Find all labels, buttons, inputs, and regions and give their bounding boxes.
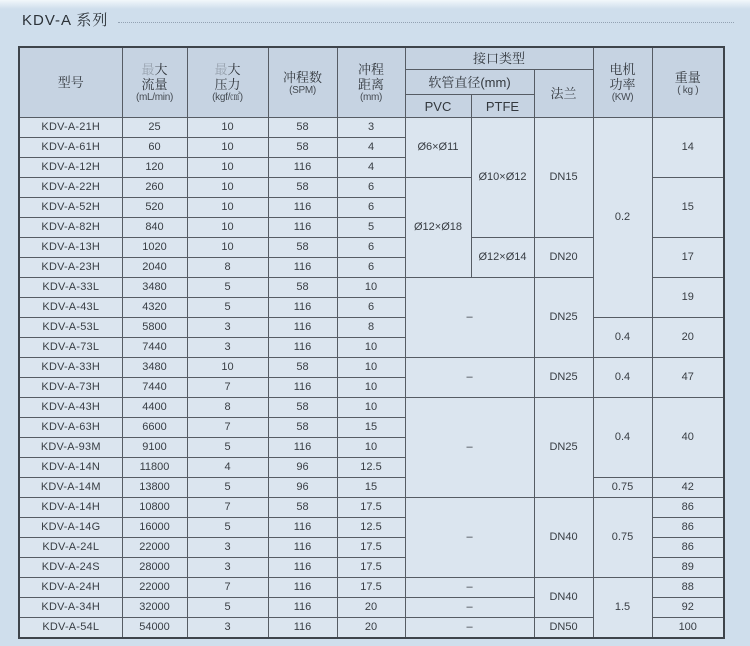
cell-model: KDV-A-14N	[19, 458, 122, 478]
cell-model: KDV-A-23H	[19, 258, 122, 278]
cell-pressure: 7	[187, 418, 268, 438]
cell-model: KDV-A-13H	[19, 238, 122, 258]
cell-spm: 58	[268, 498, 337, 518]
cell-weight: 86	[652, 498, 724, 518]
cell-model: KDV-A-61H	[19, 138, 122, 158]
cell-weight: 19	[652, 278, 724, 318]
cell-spm: 58	[268, 398, 337, 418]
cell-model: KDV-A-52H	[19, 198, 122, 218]
cell-flow: 520	[122, 198, 187, 218]
cell-model: KDV-A-12H	[19, 158, 122, 178]
cell-flange: DN15	[534, 118, 593, 238]
cell-pressure: 3	[187, 538, 268, 558]
cell-stroke: 20	[337, 598, 405, 618]
cell-spm: 58	[268, 118, 337, 138]
cell-pressure: 10	[187, 178, 268, 198]
cell-flow: 7440	[122, 338, 187, 358]
table-row	[19, 478, 724, 498]
header-motor-power: 电机 功率 (KW)	[593, 47, 652, 118]
cell-motor-power: 0.2	[593, 118, 652, 318]
dotted-leader-line	[118, 22, 734, 23]
cell-flow: 4320	[122, 298, 187, 318]
cell-spm: 116	[268, 298, 337, 318]
cell-weight: 100	[652, 618, 724, 639]
cell-hose-pvc: –	[405, 598, 534, 618]
series-title-row	[22, 9, 734, 30]
cell-pressure: 4	[187, 458, 268, 478]
cell-weight: 89	[652, 558, 724, 578]
cell-model: KDV-A-24H	[19, 578, 122, 598]
cell-hose-pvc: –	[405, 278, 534, 358]
cell-spm: 116	[268, 538, 337, 558]
header-stroke-distance: 冲程 距离 (mm)	[337, 47, 405, 118]
cell-pressure: 10	[187, 358, 268, 378]
cell-flow: 7440	[122, 378, 187, 398]
cell-flow: 60	[122, 138, 187, 158]
cell-motor-power: 0.4	[593, 398, 652, 478]
cell-spm: 116	[268, 258, 337, 278]
cell-pressure: 7	[187, 578, 268, 598]
cell-spm: 116	[268, 378, 337, 398]
cell-pressure: 10	[187, 118, 268, 138]
cell-stroke: 6	[337, 238, 405, 258]
table-row	[19, 318, 724, 338]
cell-pressure: 5	[187, 518, 268, 538]
cell-model: KDV-A-73L	[19, 338, 122, 358]
cell-model: KDV-A-33H	[19, 358, 122, 378]
cell-pressure: 3	[187, 338, 268, 358]
header-weight: 重量 ( kg )	[652, 47, 724, 118]
cell-pressure: 10	[187, 158, 268, 178]
cell-flange: DN25	[534, 358, 593, 398]
cell-model: KDV-A-43L	[19, 298, 122, 318]
cell-pressure: 3	[187, 618, 268, 639]
cell-pressure: 5	[187, 438, 268, 458]
cell-flow: 11800	[122, 458, 187, 478]
cell-weight: 47	[652, 358, 724, 398]
cell-hose-pvc: –	[405, 578, 534, 598]
cell-flow: 260	[122, 178, 187, 198]
cell-flow: 3480	[122, 278, 187, 298]
header-model: 型号	[19, 47, 122, 118]
cell-model: KDV-A-73H	[19, 378, 122, 398]
header-pvc: PVC	[405, 95, 471, 118]
cell-weight: 42	[652, 478, 724, 498]
cell-weight: 17	[652, 238, 724, 278]
cell-stroke: 6	[337, 178, 405, 198]
cell-spm: 116	[268, 578, 337, 598]
cell-flange: DN40	[534, 498, 593, 578]
cell-hose-pvc: –	[405, 358, 534, 398]
cell-pressure: 7	[187, 498, 268, 518]
cell-weight: 20	[652, 318, 724, 358]
cell-flange: DN50	[534, 618, 593, 639]
cell-stroke: 10	[337, 358, 405, 378]
cell-pressure: 5	[187, 598, 268, 618]
cell-flange: DN20	[534, 238, 593, 278]
cell-stroke: 10	[337, 278, 405, 298]
cell-stroke: 15	[337, 418, 405, 438]
cell-flange: DN40	[534, 578, 593, 618]
cell-stroke: 10	[337, 338, 405, 358]
cell-spm: 58	[268, 178, 337, 198]
cell-model: KDV-A-34H	[19, 598, 122, 618]
cell-pressure: 5	[187, 278, 268, 298]
cell-pressure: 8	[187, 258, 268, 278]
cell-flow: 25	[122, 118, 187, 138]
cell-model: KDV-A-22H	[19, 178, 122, 198]
cell-model: KDV-A-43H	[19, 398, 122, 418]
cell-spm: 116	[268, 338, 337, 358]
cell-spm: 116	[268, 218, 337, 238]
cell-stroke: 12.5	[337, 458, 405, 478]
cell-hose-pvc: Ø6×Ø11	[405, 118, 471, 178]
cell-spm: 58	[268, 278, 337, 298]
cell-weight: 14	[652, 118, 724, 178]
cell-model: KDV-A-33L	[19, 278, 122, 298]
cell-model: KDV-A-14M	[19, 478, 122, 498]
cell-stroke: 8	[337, 318, 405, 338]
cell-flow: 10800	[122, 498, 187, 518]
cell-spm: 96	[268, 478, 337, 498]
table-row	[19, 498, 724, 518]
cell-motor-power: 0.75	[593, 478, 652, 498]
cell-stroke: 10	[337, 438, 405, 458]
cell-stroke: 5	[337, 218, 405, 238]
cell-spm: 116	[268, 618, 337, 639]
cell-flow: 22000	[122, 538, 187, 558]
series-title: KDV-A 系列	[22, 12, 109, 29]
cell-hose-pvc: Ø12×Ø18	[405, 178, 471, 278]
cell-flange: DN25	[534, 398, 593, 498]
cell-spm: 116	[268, 518, 337, 538]
cell-spm: 116	[268, 198, 337, 218]
cell-stroke: 6	[337, 258, 405, 278]
cell-spm: 116	[268, 598, 337, 618]
cell-stroke: 4	[337, 138, 405, 158]
cell-stroke: 17.5	[337, 538, 405, 558]
cell-weight: 86	[652, 518, 724, 538]
header-interface-type: 接口类型	[405, 47, 593, 70]
cell-flow: 9100	[122, 438, 187, 458]
cell-pressure: 7	[187, 378, 268, 398]
cell-pressure: 3	[187, 558, 268, 578]
cell-pressure: 5	[187, 298, 268, 318]
cell-flow: 120	[122, 158, 187, 178]
cell-flow: 13800	[122, 478, 187, 498]
table-row	[19, 358, 724, 378]
cell-weight: 86	[652, 538, 724, 558]
cell-hose-pvc: –	[405, 498, 534, 578]
header-hose-diameter: 软管直径(mm)	[405, 70, 534, 95]
cell-stroke: 20	[337, 618, 405, 639]
cell-stroke: 6	[337, 298, 405, 318]
cell-model: KDV-A-24L	[19, 538, 122, 558]
spec-table	[18, 46, 725, 639]
cell-stroke: 6	[337, 198, 405, 218]
cell-flow: 16000	[122, 518, 187, 538]
cell-pressure: 10	[187, 198, 268, 218]
cell-spm: 116	[268, 318, 337, 338]
table-row	[19, 398, 724, 418]
cell-stroke: 15	[337, 478, 405, 498]
table-row	[19, 578, 724, 598]
cell-weight: 92	[652, 598, 724, 618]
cell-model: KDV-A-53L	[19, 318, 122, 338]
cell-model: KDV-A-63H	[19, 418, 122, 438]
cell-weight: 40	[652, 398, 724, 478]
cell-stroke: 17.5	[337, 498, 405, 518]
cell-flow: 4400	[122, 398, 187, 418]
cell-flow: 5800	[122, 318, 187, 338]
cell-spm: 58	[268, 238, 337, 258]
cell-motor-power: 0.4	[593, 358, 652, 398]
cell-flow: 6600	[122, 418, 187, 438]
cell-pressure: 10	[187, 218, 268, 238]
cell-model: KDV-A-14G	[19, 518, 122, 538]
cell-pressure: 3	[187, 318, 268, 338]
cell-stroke: 17.5	[337, 578, 405, 598]
cell-stroke: 4	[337, 158, 405, 178]
cell-stroke: 12.5	[337, 518, 405, 538]
cell-spm: 116	[268, 558, 337, 578]
cell-flow: 840	[122, 218, 187, 238]
header-ptfe: PTFE	[471, 95, 534, 118]
cell-flow: 32000	[122, 598, 187, 618]
header-flange: 法兰	[534, 70, 593, 118]
header-max-flow: 最大 流量 (mL/min)	[122, 47, 187, 118]
cell-pressure: 10	[187, 238, 268, 258]
cell-flow: 22000	[122, 578, 187, 598]
cell-spm: 58	[268, 138, 337, 158]
cell-flow: 54000	[122, 618, 187, 639]
cell-spm: 116	[268, 438, 337, 458]
cell-model: KDV-A-82H	[19, 218, 122, 238]
table-row	[19, 118, 724, 138]
cell-model: KDV-A-54L	[19, 618, 122, 639]
cell-stroke: 3	[337, 118, 405, 138]
cell-motor-power: 0.4	[593, 318, 652, 358]
header-max-pressure: 最大 压力 (kgf/㎠)	[187, 47, 268, 118]
spec-table-body	[19, 118, 724, 639]
cell-flow: 3480	[122, 358, 187, 378]
cell-stroke: 10	[337, 378, 405, 398]
cell-hose-pvc: –	[405, 618, 534, 639]
cell-stroke: 17.5	[337, 558, 405, 578]
cell-flange: DN25	[534, 278, 593, 358]
cell-hose-ptfe: Ø12×Ø14	[471, 238, 534, 278]
cell-spm: 116	[268, 158, 337, 178]
cell-weight: 88	[652, 578, 724, 598]
header-spm: 冲程数 (SPM)	[268, 47, 337, 118]
cell-pressure: 10	[187, 138, 268, 158]
cell-flow: 2040	[122, 258, 187, 278]
cell-model: KDV-A-93M	[19, 438, 122, 458]
cell-spm: 96	[268, 458, 337, 478]
cell-pressure: 5	[187, 478, 268, 498]
cell-hose-pvc: –	[405, 398, 534, 498]
cell-hose-ptfe: Ø10×Ø12	[471, 118, 534, 238]
spec-table-header	[19, 47, 724, 118]
cell-motor-power: 1.5	[593, 578, 652, 639]
cell-pressure: 8	[187, 398, 268, 418]
cell-model: KDV-A-14H	[19, 498, 122, 518]
cell-model: KDV-A-21H	[19, 118, 122, 138]
cell-motor-power: 0.75	[593, 498, 652, 578]
cell-weight: 15	[652, 178, 724, 238]
cell-stroke: 10	[337, 398, 405, 418]
cell-model: KDV-A-24S	[19, 558, 122, 578]
header-row-1	[19, 47, 724, 70]
cell-flow: 1020	[122, 238, 187, 258]
cell-flow: 28000	[122, 558, 187, 578]
cell-spm: 58	[268, 418, 337, 438]
cell-spm: 58	[268, 358, 337, 378]
